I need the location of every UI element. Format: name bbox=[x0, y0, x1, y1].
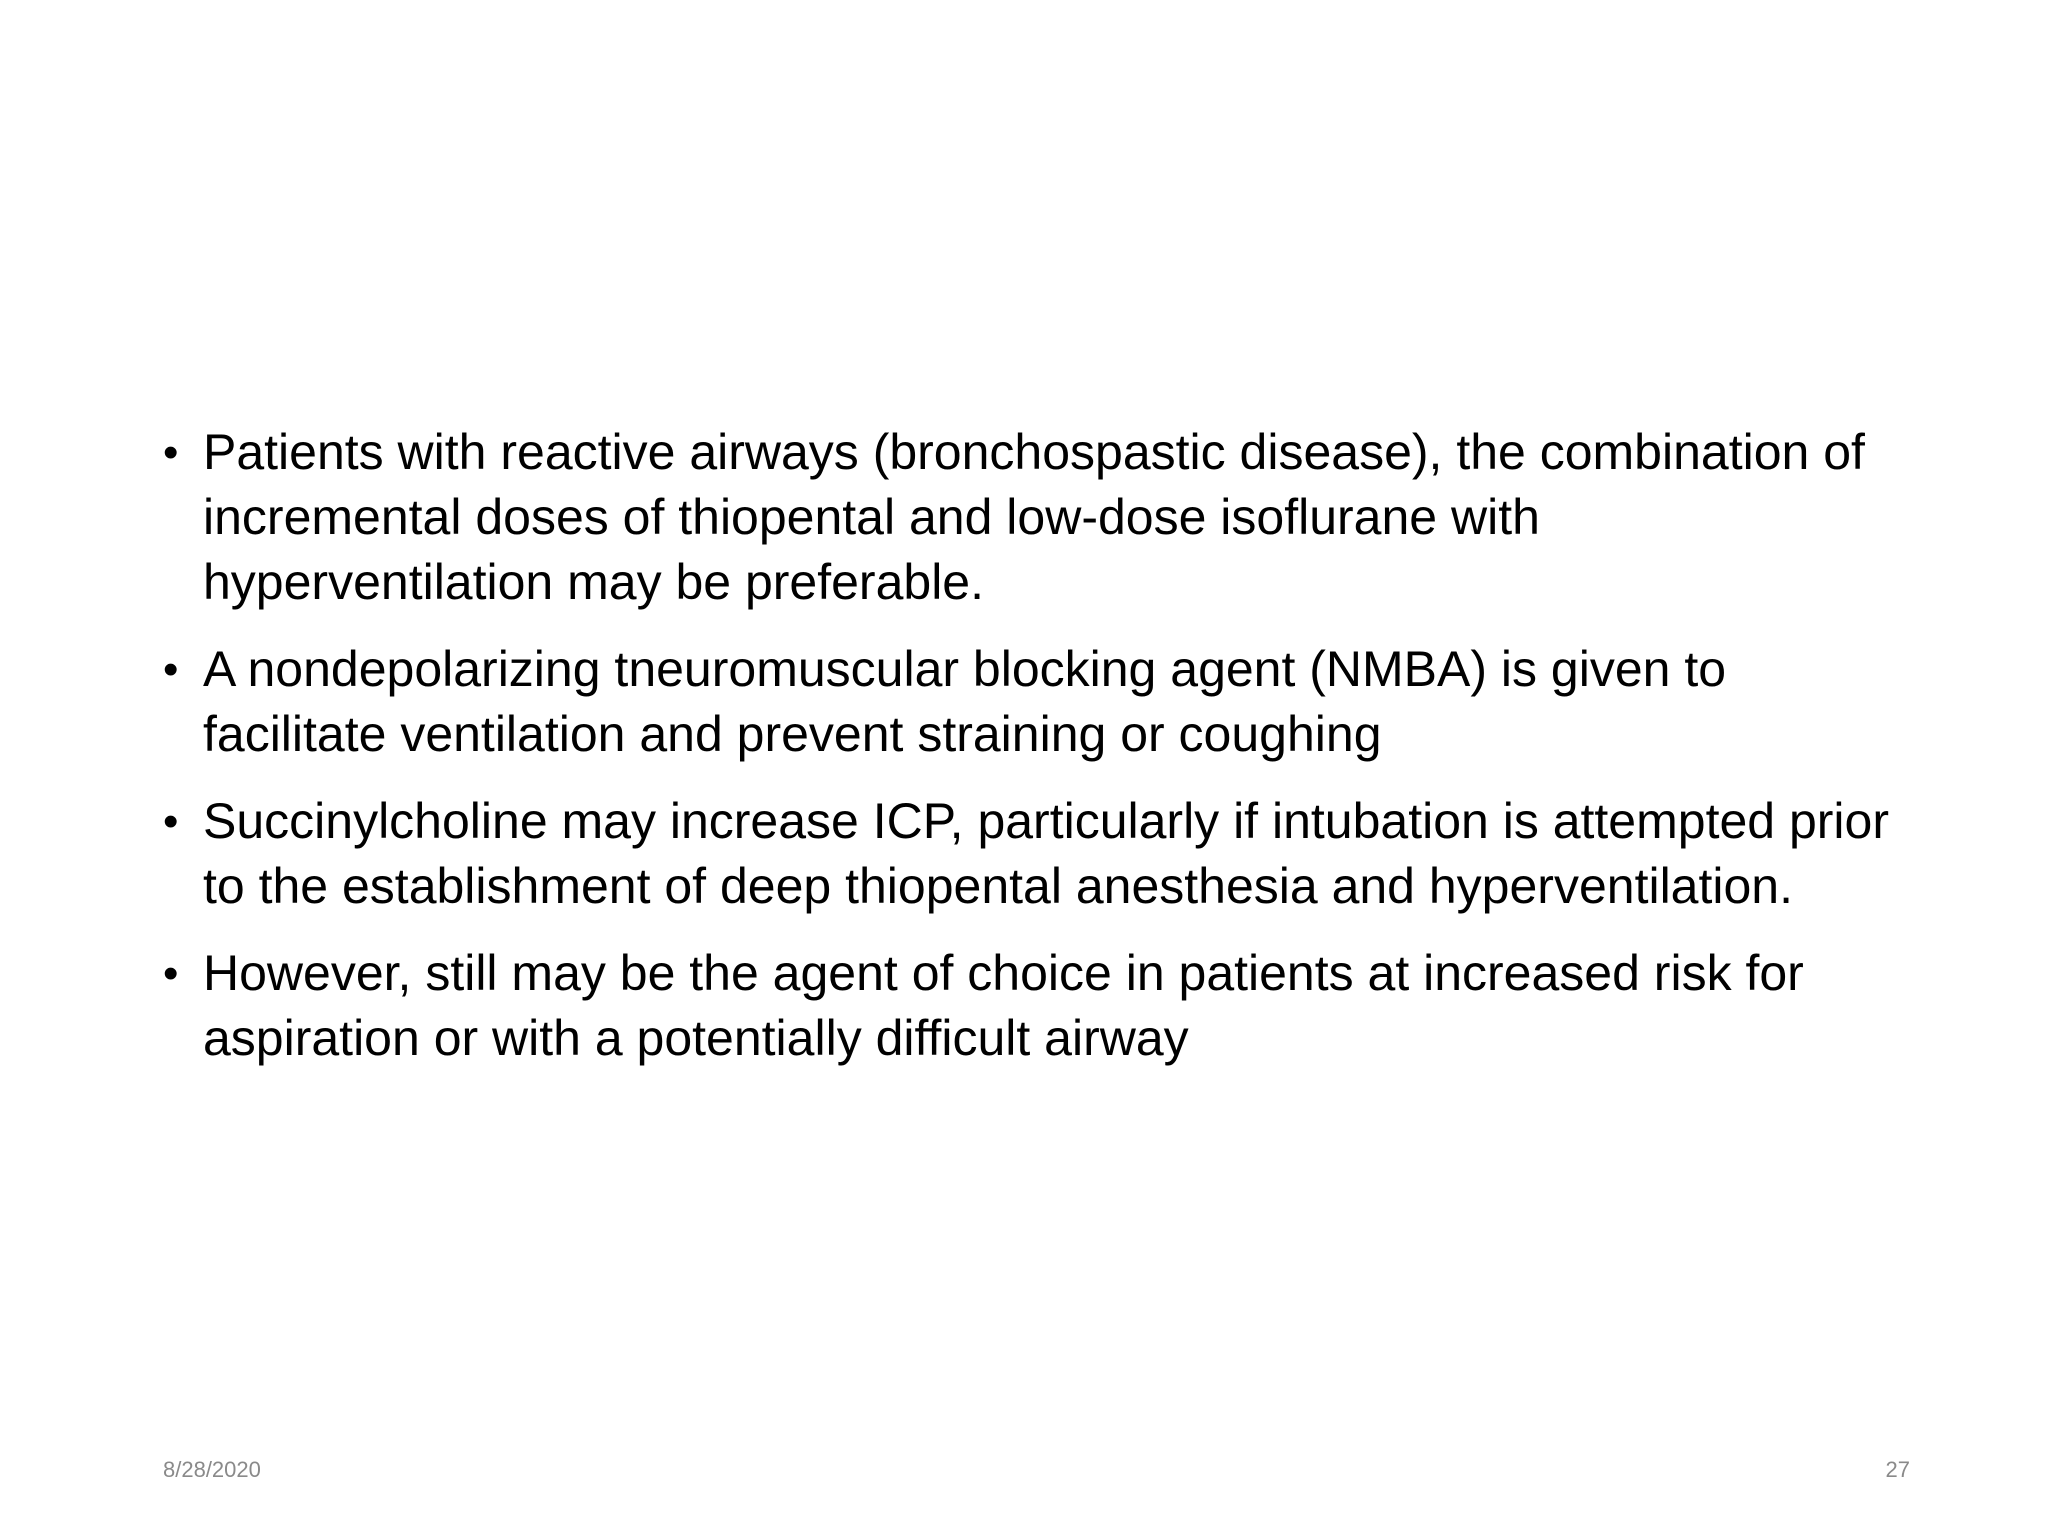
bullet-item bbox=[163, 420, 1903, 615]
bullet-text: Succinylcholine may increase ICP, particularly if intubation is attempted prior to the establishment of deep thiopental anesthesia and hyperventilation. bbox=[203, 793, 1889, 914]
bullet-icon: • bbox=[163, 949, 179, 998]
bullet-item bbox=[163, 941, 1903, 1071]
bullet-icon: • bbox=[163, 797, 179, 846]
bullet-list bbox=[163, 420, 1903, 1093]
bullet-text: Patients with reactive airways (bronchospastic disease), the combination of incremental doses of thiopental and low-dose isoflurane with hyperventilation may be preferable. bbox=[203, 424, 1865, 610]
page-number: 27 bbox=[1885, 1457, 1910, 1482]
bullet-text: A nondepolarizing tneuromuscular blocking agent (NMBA) is given to facilitate ventilation and prevent straining or coughing bbox=[203, 641, 1727, 762]
bullet-icon: • bbox=[163, 428, 179, 477]
bullet-item bbox=[163, 789, 1903, 919]
footer-date: 8/28/2020 bbox=[163, 1457, 261, 1482]
bullet-item bbox=[163, 637, 1903, 767]
bullet-text: However, still may be the agent of choice in patients at increased risk for aspiration or with a potentially difficult airway bbox=[203, 945, 1804, 1066]
bullet-icon: • bbox=[163, 645, 179, 694]
